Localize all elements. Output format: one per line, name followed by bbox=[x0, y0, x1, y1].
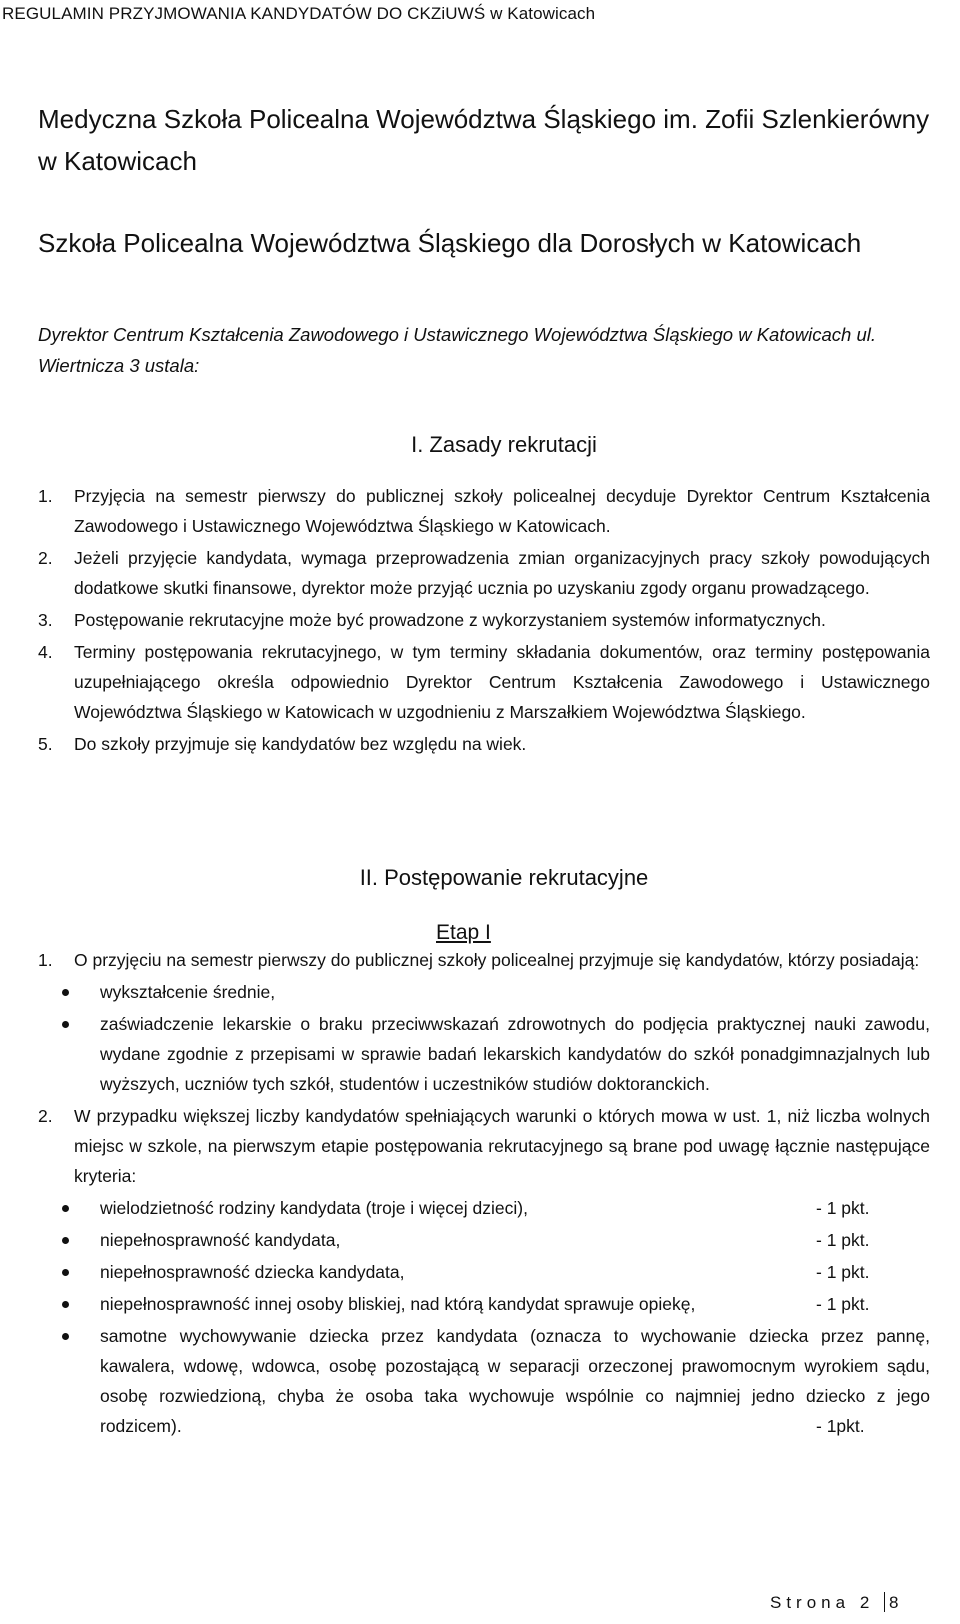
criterion-text: samotne wychowywanie dziecka przez kandydata (oznacza to wychowanie dziecka przez pannę, kawalera, wdowę, wdowca, osobę pozostającą w separacji orzeczonej prawomocnym wyrokiem sądu, osobę rozwiedzioną, chyba że osoba taka wychowuje wspólnie co najmniej jedno dziecko z jego rodzicem). bbox=[100, 1326, 930, 1436]
list-marker: 2. bbox=[38, 548, 53, 568]
school-title-2: Szkoła Policealna Województwa Śląskiego dla Dorosłych w Katowicach bbox=[38, 228, 862, 258]
list-item-text: Terminy postępowania rekrutacyjnego, w tym terminy składania dokumentów, oraz terminy postępowania uzupełniającego określa odpowiednio Dyrektor Centrum Kształcenia Zawodowego i Ustawicznego Województwa Śląskiego w Katowicach w uzgodnieniu z Marszałkiem Województwa Śląskiego. bbox=[74, 642, 930, 722]
list-item bbox=[38, 637, 930, 727]
bullet-dot-icon bbox=[62, 1269, 69, 1276]
criterion-item bbox=[38, 1193, 930, 1223]
criterion-text: niepełnosprawność dziecka kandydata, bbox=[100, 1262, 405, 1282]
school-title-1: Medyczna Szkoła Policealna Województwa Śląskiego im. Zofii Szlenkierówny w Katowicach bbox=[38, 104, 930, 176]
list-item bbox=[38, 945, 930, 1099]
criterion-text: niepełnosprawność innej osoby bliskiej, nad którą kandydat sprawuje opiekę, bbox=[100, 1294, 696, 1314]
list-marker: 2. bbox=[38, 1106, 53, 1126]
list-item-text: O przyjęciu na semestr pierwszy do publicznej szkoły policealnej przyjmuje się kandydatów, którzy posiadają: bbox=[74, 950, 920, 970]
footer-divider bbox=[884, 1592, 885, 1612]
list-marker: 4. bbox=[38, 642, 53, 662]
list-marker: 1. bbox=[38, 486, 53, 506]
list-item bbox=[38, 729, 930, 759]
bullet-text: wykształcenie średnie, bbox=[100, 982, 276, 1002]
criterion-item bbox=[38, 1257, 930, 1287]
list-marker: 3. bbox=[38, 610, 53, 630]
bullet-text: zaświadczenie lekarskie o braku przeciwwskazań zdrowotnych do podjęcia praktycznej nauki zawodu, wydane zgodnie z przepisami w sprawie badań lekarskich kandydatów do szkół ponadgimnazjalnych lub wyższych, uczniów tych szkół, studentów i uczestników studiów doktoranckich. bbox=[100, 1014, 930, 1094]
list-item-text: Jeżeli przyjęcie kandydata, wymaga przeprowadzenia zmian organizacyjnych pracy szkoły powodujących dodatkowe skutki finansowe, dyrektor może przyjąć ucznia po uzyskaniu zgody organu prowadzącego. bbox=[74, 548, 930, 598]
criteria-list bbox=[38, 1193, 930, 1441]
bullet-item bbox=[38, 1009, 930, 1099]
criterion-item bbox=[38, 1321, 930, 1441]
stage-subheading: Etap I bbox=[436, 921, 491, 944]
stage-1-list bbox=[38, 945, 930, 1443]
footer-label: Strona bbox=[770, 1593, 851, 1612]
criterion-text: niepełnosprawność kandydata, bbox=[100, 1230, 341, 1250]
list-item bbox=[38, 481, 930, 541]
list-item bbox=[38, 1101, 930, 1441]
list-item bbox=[38, 543, 930, 603]
bullet-dot-icon bbox=[62, 1301, 69, 1308]
list-item bbox=[38, 605, 930, 635]
bullet-dot-icon bbox=[62, 1333, 69, 1340]
footer-page-number: 2 bbox=[859, 1593, 875, 1612]
footer-total-pages: 8 bbox=[889, 1593, 904, 1612]
list-marker: 1. bbox=[38, 950, 53, 970]
section-1-heading: I. Zasady rekrutacji bbox=[411, 432, 597, 457]
list-marker: 5. bbox=[38, 734, 53, 754]
page-footer bbox=[770, 1592, 904, 1613]
criterion-text: wielodzietność rodziny kandydata (troje i więcej dzieci), bbox=[100, 1198, 528, 1218]
bullet-dot-icon bbox=[62, 1237, 69, 1244]
intro-statement: Dyrektor Centrum Kształcenia Zawodowego i Ustawicznego Województwa Śląskiego w Katowicach ul. Wiertnicza 3 ustala: bbox=[38, 324, 877, 376]
criterion-points: - 1 pkt. bbox=[816, 1230, 870, 1250]
list-item-text: Do szkoły przyjmuje się kandydatów bez względu na wiek. bbox=[74, 734, 527, 754]
bullet-dot-icon bbox=[62, 1205, 69, 1212]
criterion-item bbox=[38, 1225, 930, 1255]
section-1-list bbox=[38, 481, 930, 761]
list-item-text: W przypadku większej liczby kandydatów spełniających warunki o których mowa w ust. 1, niż liczba wolnych miejsc w szkole, na pierwszym etapie postępowania rekrutacyjnego są brane pod uwagę łącznie następujące kryteria: bbox=[74, 1106, 930, 1186]
list-item-text: Przyjęcia na semestr pierwszy do publicznej szkoły policealnej decyduje Dyrektor Centrum Kształcenia Zawodowego i Ustawicznego Województwa Śląskiego w Katowicach. bbox=[74, 486, 930, 536]
criterion-points: - 1 pkt. bbox=[816, 1198, 870, 1218]
list-item-text: Postępowanie rekrutacyjne może być prowadzone z wykorzystaniem systemów informatycznych. bbox=[74, 610, 826, 630]
requirements-list bbox=[38, 977, 930, 1099]
criterion-points: - 1 pkt. bbox=[816, 1294, 870, 1314]
bullet-dot-icon bbox=[62, 989, 69, 996]
criterion-points: - 1 pkt. bbox=[816, 1262, 870, 1282]
section-2-heading: II. Postępowanie rekrutacyjne bbox=[359, 865, 649, 890]
criterion-points: - 1pkt. bbox=[816, 1416, 865, 1436]
bullet-dot-icon bbox=[62, 1021, 69, 1028]
bullet-item bbox=[38, 977, 930, 1007]
criterion-item bbox=[38, 1289, 930, 1319]
running-header: REGULAMIN PRZYJMOWANIA KANDYDATÓW DO CKZiUWŚ w Katowicach bbox=[2, 4, 596, 23]
